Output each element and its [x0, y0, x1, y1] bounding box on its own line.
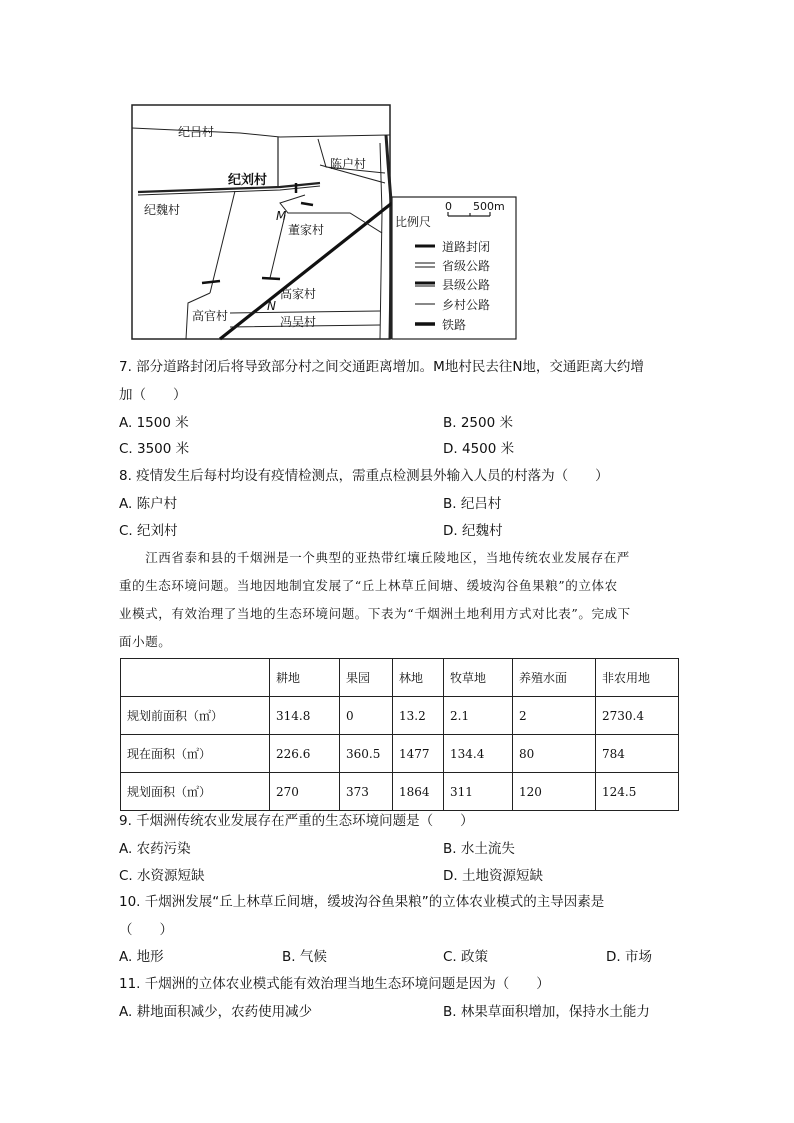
closure-4: [262, 278, 280, 279]
village-jiwei: 纪魏村: [144, 203, 181, 217]
table-header-cell: 非农用地: [596, 659, 679, 697]
q10-option-d: D. 市场: [606, 949, 652, 965]
passage-line-1: 江西省泰和县的千烟洲是一个典型的亚热带红壤丘陵地区，当地传统农业发展存在严: [119, 550, 630, 565]
q9-option-c: C. 水资源短缺: [119, 868, 205, 884]
passage-line-3: 业模式，有效治理了当地的生态环境问题。下表为“千烟洲土地利用方式对比表”。完成下: [119, 606, 631, 621]
table-header-cell: 耕地: [270, 659, 340, 697]
legend-rural: 乡村公路: [442, 298, 491, 312]
q11-stem: 11. 千烟洲的立体农业模式能有效治理当地生态环境问题是因为（ ）: [119, 976, 550, 992]
table-cell: 314.8: [270, 697, 340, 735]
table-header-cell: 牧草地: [444, 659, 513, 697]
table-row: [121, 697, 679, 735]
point-m: M: [276, 209, 287, 223]
table-header-cell: 养殖水面: [513, 659, 596, 697]
legend-provincial: 省级公路: [442, 259, 491, 273]
table-header-cell: [121, 659, 270, 697]
table-cell: 2: [513, 697, 596, 735]
q8-option-c: C. 纪刘村: [119, 523, 178, 539]
village-road-map: [130, 103, 520, 341]
q10-stem-line2: （ ）: [119, 922, 173, 938]
passage-line-2: 重的生态环境问题。当地因地制宜发展了“丘上林草丘间塘、缓坡沟谷鱼果粮”的立体农: [119, 578, 618, 593]
passage-line-4: 面小题。: [119, 634, 172, 649]
table-cell: 373: [340, 773, 393, 811]
table-cell: 2.1: [444, 697, 513, 735]
legend-closure: 道路封闭: [442, 240, 491, 254]
q8-stem: 8. 疫情发生后每村均设有疫情检测点，需重点检测县外输入人员的村落为（ ）: [119, 468, 609, 484]
table-cell: 现在面积（㎡）: [121, 735, 270, 773]
q11-option-b: B. 林果草面积增加，保持水土能力: [443, 1004, 650, 1020]
q9-option-d: D. 土地资源短缺: [443, 868, 543, 884]
table-header-cell: 林地: [393, 659, 444, 697]
q9-option-b: B. 水土流失: [443, 841, 515, 857]
table-cell: 120: [513, 773, 596, 811]
scale-length: 500m: [473, 200, 505, 213]
table-cell: 80: [513, 735, 596, 773]
q7-option-d: D. 4500 米: [443, 441, 515, 457]
table-cell: 226.6: [270, 735, 340, 773]
road-upper: [132, 128, 390, 137]
point-n: N: [267, 299, 276, 313]
land-use-table: [120, 658, 679, 811]
closure-2: [301, 203, 313, 205]
table-cell: 13.2: [393, 697, 444, 735]
q8-option-b: B. 纪吕村: [443, 496, 502, 512]
q9-stem: 9. 千烟洲传统农业发展存在严重的生态环境问题是（ ）: [119, 813, 474, 829]
q7-stem-line2: 加（ ）: [119, 387, 187, 403]
table-row: [121, 773, 679, 811]
table-cell: 0: [340, 697, 393, 735]
q7-option-b: B. 2500 米: [443, 415, 513, 431]
table-cell: 1864: [393, 773, 444, 811]
map-frame: [132, 105, 390, 339]
village-fengwu: 冯吴村: [280, 315, 317, 329]
table-cell: 124.5: [596, 773, 679, 811]
village-gaoguan: 高官村: [192, 309, 229, 323]
village-jiliu: 纪刘村: [228, 173, 268, 188]
q8-option-d: D. 纪魏村: [443, 523, 503, 539]
table-cell: 360.5: [340, 735, 393, 773]
rural-road-n: [270, 215, 285, 278]
table-cell: 1477: [393, 735, 444, 773]
table-cell: 2730.4: [596, 697, 679, 735]
q9-option-a: A. 农药污染: [119, 841, 191, 857]
q10-option-a: A. 地形: [119, 949, 164, 965]
village-chenhu: 陈户村: [330, 157, 367, 171]
q10-stem-line1: 10. 千烟洲发展“丘上林草丘间塘，缓坡沟谷鱼果粮”的立体农业模式的主导因素是: [119, 894, 605, 910]
table-cell: 784: [596, 735, 679, 773]
village-jilv: 纪吕村: [178, 125, 215, 139]
provincial-highway: [386, 135, 392, 339]
table-cell: 规划面积（㎡）: [121, 773, 270, 811]
q7-stem-line1: 7. 部分道路封闭后将导致部分村之间交通距离增加。M地村民去往N地，交通距离大约增: [119, 359, 644, 375]
q7-option-a: A. 1500 米: [119, 415, 189, 431]
q10-option-c: C. 政策: [443, 949, 489, 965]
q8-option-a: A. 陈户村: [119, 496, 178, 512]
table-header-row: [121, 659, 679, 697]
table-cell: 270: [270, 773, 340, 811]
table-cell: 134.4: [444, 735, 513, 773]
closure-3: [202, 281, 220, 283]
q7-option-c: C. 3500 米: [119, 441, 190, 457]
rural-road-left: [210, 191, 235, 293]
scale-zero: 0: [445, 200, 452, 213]
q10-option-b: B. 气候: [282, 949, 327, 965]
passage: [119, 544, 679, 656]
table-header-cell: 果园: [340, 659, 393, 697]
village-dongjia: 董家村: [288, 223, 325, 237]
legend-county: 县级公路: [442, 278, 491, 292]
legend-railway: 铁路: [442, 318, 467, 332]
table-row: [121, 735, 679, 773]
q11-option-a: A. 耕地面积减少，农药使用减少: [119, 1004, 313, 1020]
table-cell: 规划前面积（㎡）: [121, 697, 270, 735]
scale-label: 比例尺: [395, 215, 432, 229]
table-cell: 311: [444, 773, 513, 811]
village-gaojia: 高家村: [280, 287, 317, 301]
